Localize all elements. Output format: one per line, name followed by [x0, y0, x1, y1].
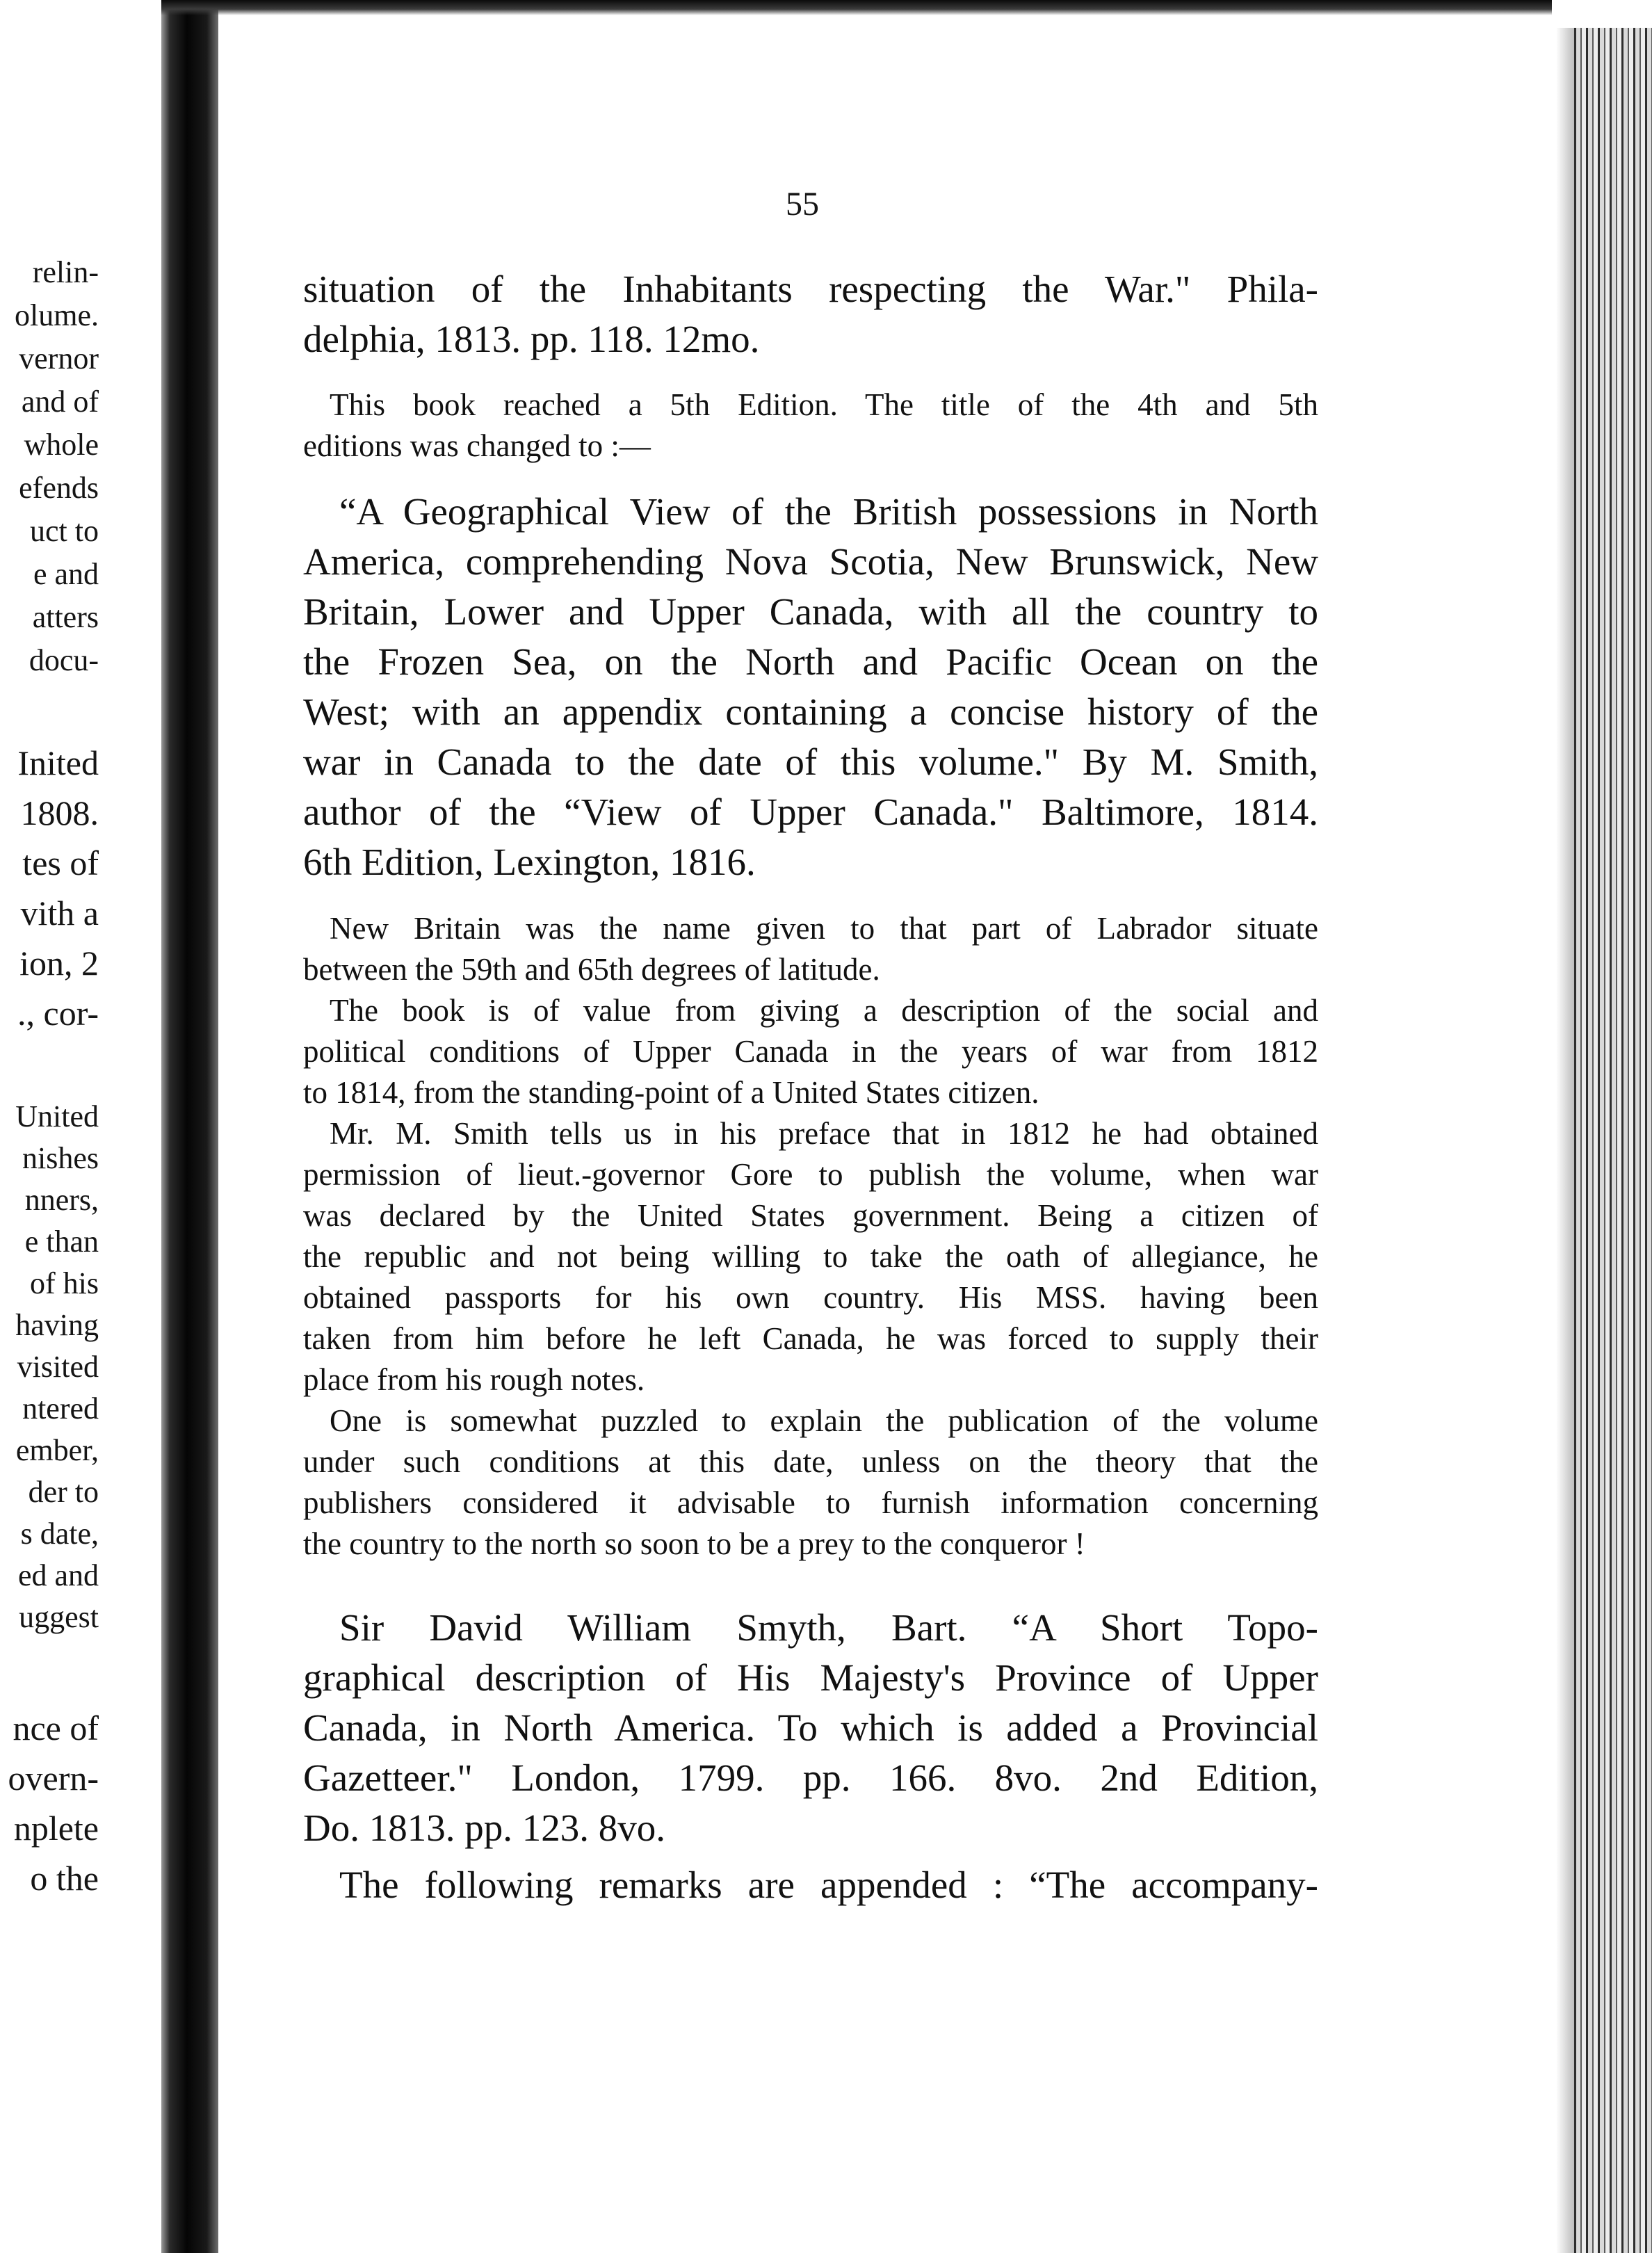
text-line: Britain, Lower and Upper Canada, with all the country to — [303, 590, 1318, 633]
text-line: under such conditions at this date, unless on the theory that the — [303, 1444, 1318, 1479]
left-fragment: relin- — [32, 255, 99, 289]
left-fragment: vernor — [19, 341, 99, 376]
text-line: This book reached a 5th Edition. The title of the 4th and 5th — [330, 387, 1318, 422]
left-fragment: tes of — [22, 843, 99, 882]
entry-continuation — [303, 264, 1318, 364]
left-fragment: ed and — [17, 1558, 99, 1592]
left-fragment: 1808. — [20, 793, 99, 832]
text-line: Gazetteer." London, 1799. pp. 166. 8vo. 2nd Edition, — [303, 1757, 1318, 1799]
text-line: Do. 1813. pp. 123. 8vo. — [303, 1807, 665, 1849]
page-edge-shadow — [1556, 28, 1574, 2253]
text-line: obtained passports for his own country. His MSS. having been — [303, 1280, 1318, 1315]
text-line: between the 59th and 65th degrees of latitude. — [303, 952, 880, 987]
left-fragment: o the — [30, 1859, 99, 1898]
text-line: America, comprehending Nova Scotia, New Brunswick, New — [303, 540, 1318, 583]
left-facing-page — [0, 0, 161, 2253]
left-fragment: uggest — [19, 1600, 99, 1634]
text-line: political conditions of Upper Canada in the years of war from 1812 — [303, 1034, 1318, 1069]
text-line: “A Geographical View of the British possessions in North — [339, 490, 1318, 533]
stacked-page-edges — [1574, 28, 1652, 2253]
text-line: was declared by the United States government. Being a citizen of — [303, 1198, 1318, 1233]
left-fragment: nishes — [22, 1141, 99, 1175]
text-line: West; with an appendix containing a concise history of the — [303, 691, 1318, 733]
text-line: permission of lieut.-governor Gore to publish the volume, when war — [303, 1157, 1318, 1192]
text-line: 6th Edition, Lexington, 1816. — [303, 841, 756, 883]
left-fragment: ., cor- — [17, 994, 99, 1033]
left-fragment: having — [15, 1308, 99, 1342]
text-line: editions was changed to :— — [303, 428, 651, 463]
left-fragment: of his — [30, 1266, 99, 1300]
left-fragment: nplete — [13, 1809, 99, 1848]
left-fragment: olume. — [15, 298, 99, 332]
text-line: the country to the north so soon to be a prey to the conqueror ! — [303, 1526, 1085, 1561]
text-line: to 1814, from the standing-point of a United States citizen. — [303, 1075, 1039, 1110]
text-line: The following remarks are appended : “The accompany- — [339, 1864, 1318, 1906]
text-line: graphical description of His Majesty's Province of Upper — [303, 1656, 1318, 1699]
left-fragment: s date, — [20, 1517, 99, 1551]
text-line: the republic and not being willing to take the oath of allegiance, he — [303, 1239, 1318, 1274]
left-fragment: e and — [33, 557, 99, 591]
left-fragment: United — [15, 1099, 99, 1133]
text-line: delphia, 1813. pp. 118. 12mo. — [303, 318, 760, 360]
text-line: publishers considered it advisable to furnish information concerning — [303, 1485, 1318, 1520]
text-line: One is somewhat puzzled to explain the publication of the volume — [330, 1403, 1318, 1438]
text-line: taken from him before he left Canada, he was forced to supply their — [303, 1321, 1318, 1356]
left-fragment: der to — [28, 1475, 99, 1509]
left-fragment: and of — [21, 385, 99, 419]
text-line: Sir David William Smyth, Bart. “A Short Topo- — [339, 1606, 1318, 1649]
book-gutter — [161, 0, 218, 2253]
left-fragment: efends — [19, 471, 99, 505]
left-fragment: visited — [17, 1350, 99, 1384]
left-fragment: ember, — [15, 1433, 99, 1467]
text-line: situation of the Inhabitants respecting the War." Phila- — [303, 268, 1318, 310]
smyth-entry — [303, 1603, 1318, 1853]
commentary-notes — [303, 908, 1318, 1565]
left-fragment: vith a — [20, 894, 99, 932]
top-page-edge — [161, 0, 1552, 15]
quoted-title-entry — [303, 487, 1318, 887]
left-fragment: ntered — [22, 1391, 99, 1426]
left-fragment: overn- — [8, 1759, 99, 1798]
text-line: The book is of value from giving a description of the social and — [330, 993, 1318, 1028]
left-fragment: e than — [24, 1225, 99, 1259]
left-fragment: Inited — [17, 743, 99, 782]
text-line: New Britain was the name given to that part of Labrador situate — [330, 911, 1318, 946]
text-line: Canada, in North America. To which is added a Provincial — [303, 1706, 1318, 1749]
left-fragment: uct to — [30, 514, 99, 548]
text-line: Mr. M. Smith tells us in his preface that in 1812 he had obtained — [330, 1116, 1318, 1151]
text-line: the Frozen Sea, on the North and Pacific Ocean on the — [303, 640, 1318, 683]
left-fragment: docu- — [29, 643, 99, 677]
page-number: 55 — [786, 186, 819, 223]
remarks-paragraph — [303, 1860, 1318, 1910]
text-line: place from his rough notes. — [303, 1362, 645, 1397]
left-fragment: ion, 2 — [19, 944, 99, 983]
left-fragment: atters — [32, 600, 99, 634]
note-paragraph — [303, 385, 1318, 467]
left-fragment: nce of — [13, 1709, 99, 1747]
left-fragment: whole — [24, 428, 99, 462]
text-line: author of the “View of Upper Canada." Baltimore, 1814. — [303, 791, 1318, 833]
text-line: war in Canada to the date of this volume." By M. Smith, — [303, 741, 1318, 783]
left-fragment: nners, — [24, 1183, 99, 1217]
